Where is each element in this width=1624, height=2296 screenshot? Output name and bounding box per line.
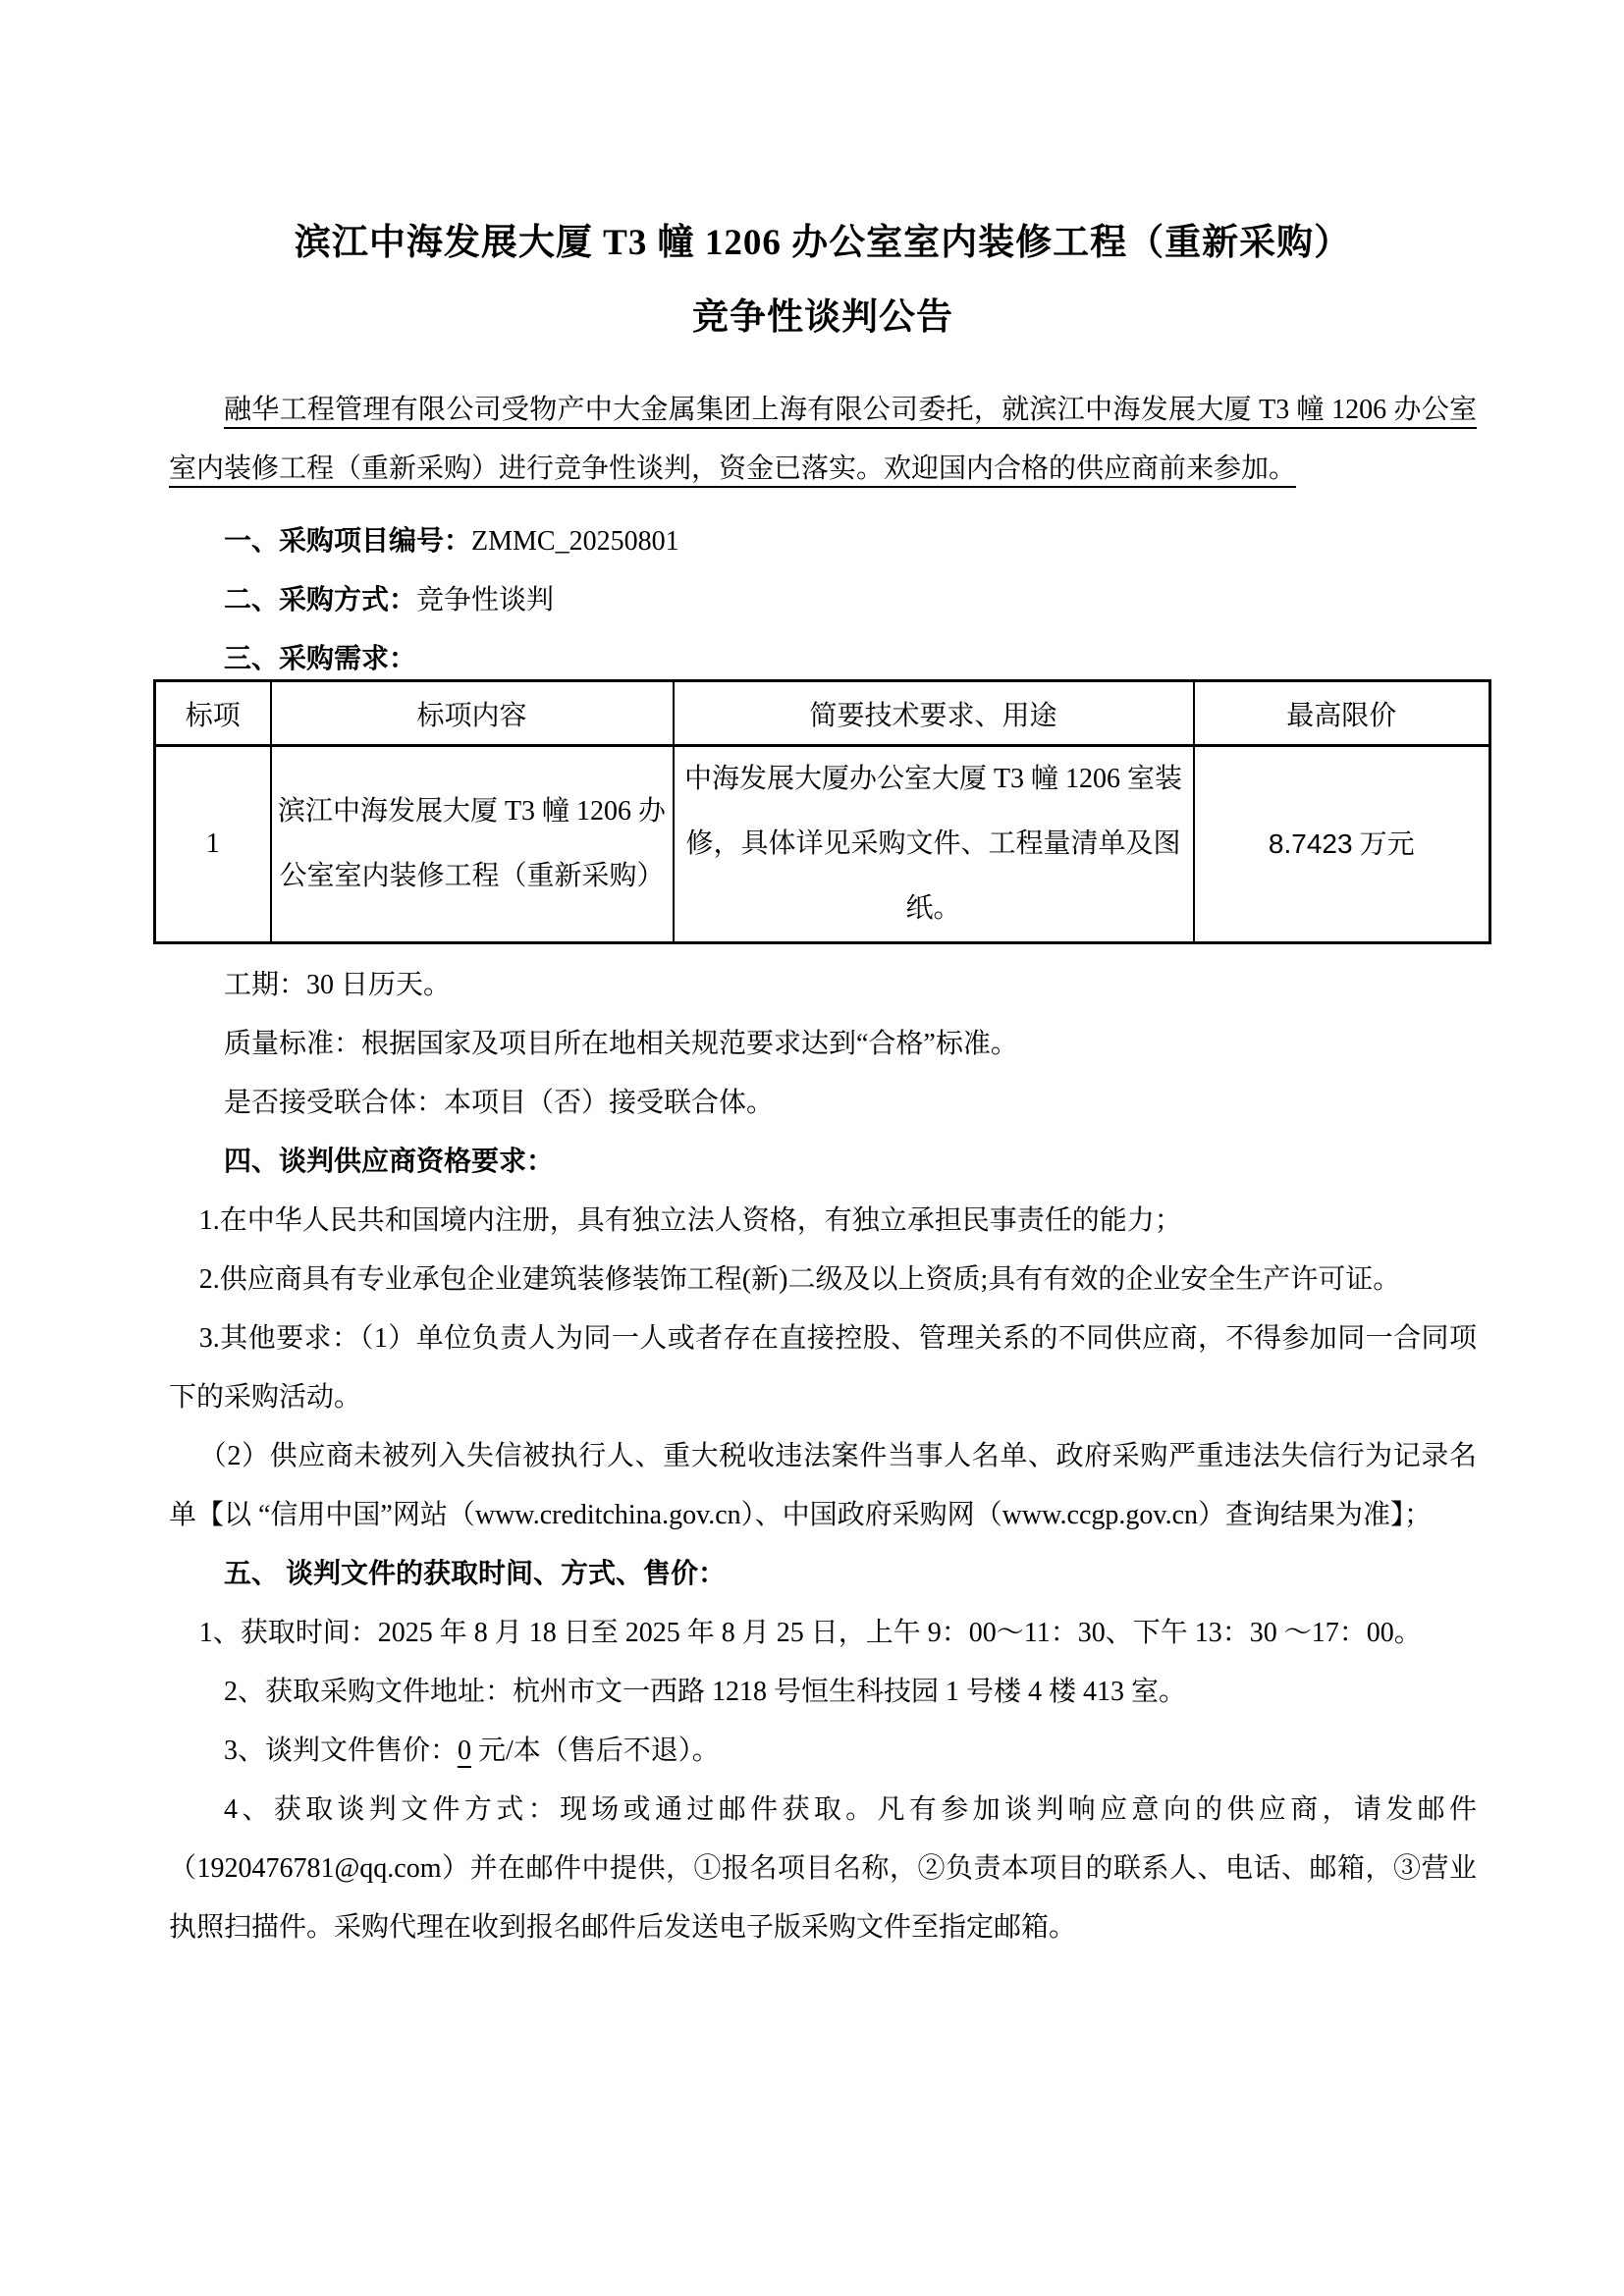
cell-max-price	[1194, 746, 1490, 943]
max-price-unit: 万元	[1359, 828, 1415, 860]
qualification-item-1: 1.在中华人民共和国境内注册，具有独立法人资格，有独立承担民事责任的能力；	[198, 1205, 1182, 1236]
acquisition-item-3-suffix: 元/本（售后不退）。	[471, 1735, 720, 1766]
document-price-value: 0	[458, 1735, 472, 1766]
qualification-item-2: 2.供应商具有专业承包企业建筑装修装饰工程(新)二级及以上资质;具有有效的企业安全生产许可证。	[198, 1264, 1401, 1295]
section-4-label: 四、谈判供应商资格要求：	[224, 1147, 555, 1177]
paragraph-duration: 工期：30 日历天。	[224, 970, 452, 1000]
paragraph-intro: 融华工程管理有限公司受物产中大金属集团上海有限公司委托，就滨江中海发展大厦 T3 幢 1206 办公室室内装修工程（重新采购）进行竞争性谈判，资金已落实。欢迎国内合格的供应商前来参加。	[169, 395, 1477, 484]
table-header-requirement: 简要技术要求、用途	[674, 681, 1194, 746]
section-2-value: 竞争性谈判	[416, 585, 555, 615]
paragraph-quality-standard: 质量标准：根据国家及项目所在地相关规范要求达到“合格”标准。	[224, 1029, 1018, 1059]
section-1-value: ZMMC_20250801	[471, 526, 679, 557]
document-title-line1: 滨江中海发展大厦 T3 幢 1206 办公室室内装修工程（重新采购）	[294, 223, 1352, 263]
table-header-row	[155, 681, 1490, 746]
section-5-label: 五、 谈判文件的获取时间、方式、售价：	[224, 1559, 727, 1589]
acquisition-item-3-prefix: 3、谈判文件售价：	[224, 1735, 459, 1766]
qualification-item-3: 3.其他要求：（1）单位负责人为同一人或者存在直接控股、管理关系的不同供应商，不得参加同一合同项下的采购活动。	[169, 1323, 1477, 1413]
qualification-item-4: （2）供应商未被列入失信被执行人、重大税收违法案件当事人名单、政府采购严重违法失信行为记录名单【以 “信用中国”网站（www.creditchina.gov.cn）、中国政府采购网（www.ccgp.gov.cn）查询结果为准】；	[169, 1441, 1477, 1530]
cell-item-no: 1	[155, 746, 271, 943]
procurement-table	[153, 679, 1491, 944]
document-title-line2: 竞争性谈判公告	[692, 297, 953, 338]
cell-content: 滨江中海发展大厦 T3 幢 1206 办公室室内装修工程（重新采购）	[271, 746, 674, 943]
section-2-label: 二、采购方式：	[224, 585, 417, 615]
acquisition-item-3	[169, 1722, 1477, 1781]
section-4-heading	[169, 1133, 1477, 1192]
table-header-max-price: 最高限价	[1194, 681, 1490, 746]
table-header-item-no: 标项	[155, 681, 271, 746]
cell-requirement: 中海发展大厦办公室大厦 T3 幢 1206 室装修，具体详见采购文件、工程量清单及图纸。	[674, 746, 1194, 943]
acquisition-item-2: 2、获取采购文件地址：杭州市文一西路 1218 号恒生科技园 1 号楼 4 楼 413 室。	[224, 1677, 1187, 1707]
paragraph-consortium: 是否接受联合体：本项目（否）接受联合体。	[224, 1088, 775, 1118]
section-1-label: 一、采购项目编号：	[224, 526, 472, 557]
section-3-label: 三、采购需求：	[224, 644, 417, 674]
section-5-heading	[169, 1545, 1477, 1604]
acquisition-item-4: 4、获取谈判文件方式：现场或通过邮件获取。凡有参加谈判响应意向的供应商，请发邮件（1920476781@qq.com）并在邮件中提供，①报名项目名称，②负责本项目的联系人、电话、邮箱，③营业执照扫描件。采购代理在收到报名邮件后发送电子版采购文件至指定邮箱。	[169, 1794, 1477, 1943]
table-row	[155, 746, 1490, 943]
max-price-number: 8.7423	[1268, 828, 1353, 859]
table-header-content: 标项内容	[271, 681, 674, 746]
section-2-heading	[169, 571, 1477, 630]
section-1-heading	[169, 512, 1477, 571]
acquisition-item-1: 1、获取时间：2025 年 8 月 18 日至 2025 年 8 月 25 日，上午 9：00～11：30、下午 13：30 ～17：00。	[198, 1618, 1422, 1648]
